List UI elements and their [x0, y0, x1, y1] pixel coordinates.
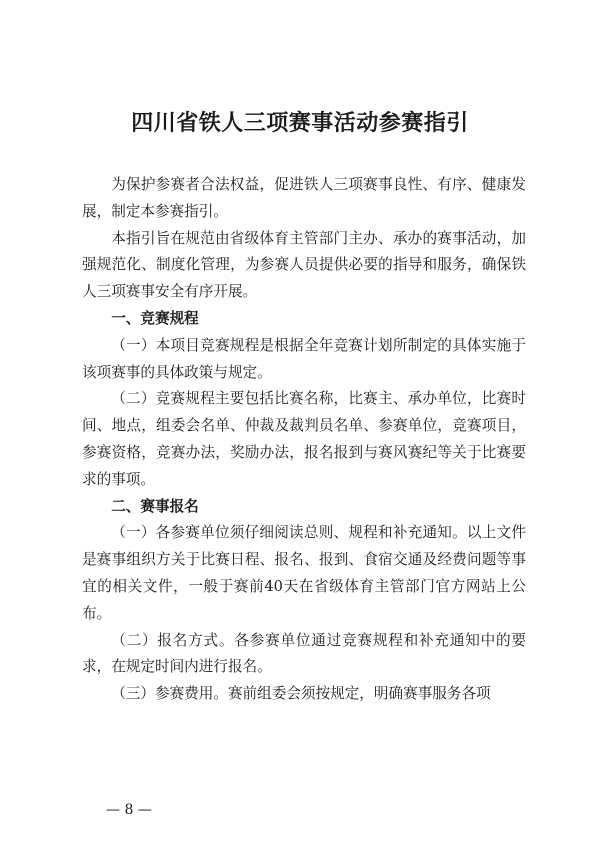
- registration-paragraph-2: （二）报名方式。各参赛单位通过竞赛规程和补充通知中的要求，在规定时间内进行报名。: [82, 631, 526, 676]
- rules-paragraph-2: （二）竞赛规程主要包括比赛名称，比赛主、承办单位，比赛时间、地点，组委会名单、仲裁及裁判员名单、参赛单位，竞赛项目，参赛资格，竞赛办法，奖励办法，报名报到与赛风赛纪等关于比赛要求的事项。: [82, 390, 526, 488]
- document-title: 四川省铁人三项赛事活动参赛指引: [131, 110, 469, 136]
- document-body: [82, 172, 526, 708]
- intro-paragraph-1: 为保护参赛者合法权益，促进铁人三项赛事良性、有序、健康发展，制定本参赛指引。: [82, 176, 526, 220]
- rules-paragraph-1: （一）本项目竞赛规程是根据全年竞赛计划所制定的具体实施于该项赛事的具体政策与规定。: [82, 336, 526, 381]
- registration-paragraph-3: （三）参赛费用。赛前组委会须按规定，明确赛事服务各项: [111, 685, 491, 703]
- intro-paragraph-2: 本指引旨在规范由省级体育主管部门主办、承办的赛事活动，加强规范化、制度化管理，为参赛人员提供必要的指导和服务，确保铁人三项赛事安全有序开展。: [82, 229, 526, 301]
- section-heading-rules: 一、竞赛规程: [111, 309, 199, 327]
- registration-paragraph-1: （一）各参赛单位须仔细阅读总则、规程和补充通知。以上文件是赛事组织方关于比赛日程、报名、报到、食宿交通及经费问题等事宜的相关文件，一般于赛前40天在省级体育主管部门官方网站上公布。: [82, 524, 526, 622]
- section-heading-registration: 二、赛事报名: [111, 497, 199, 515]
- page-number: — 8 —: [106, 802, 152, 818]
